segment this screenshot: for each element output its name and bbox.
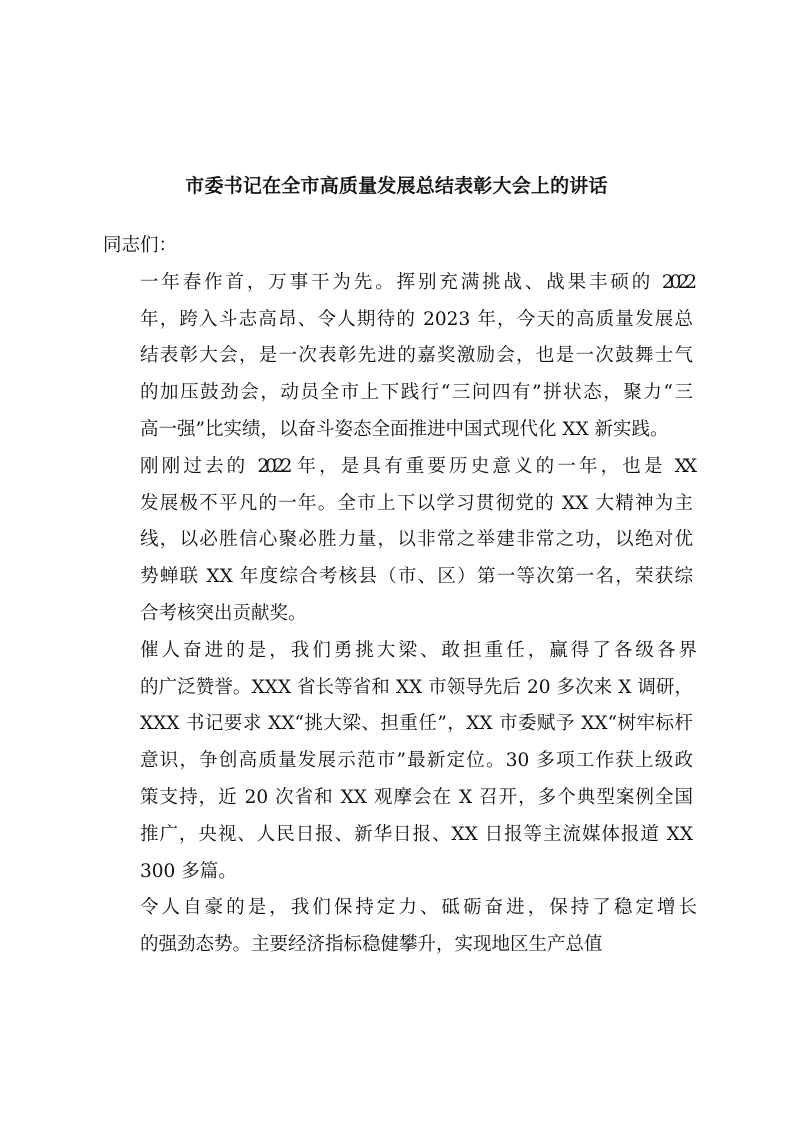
paragraph [103, 633, 693, 891]
text-line: 年，跨入斗志高昂、令人期待的 2023 年，今天的高质量发展总 [140, 308, 693, 330]
paragraph [103, 265, 693, 449]
text-line: 发展极不平凡的一年。全市上下以学习贯彻党的 XX 大精神为主 [140, 492, 693, 514]
text-line: 一年春作首，万事干为先。挥别充满挑战、战果丰硕的 2022 [140, 271, 693, 293]
text-line: 结表彰大会，是一次表彰先进的嘉奖激励会，也是一次鼓舞士气 [140, 345, 693, 367]
text-line: 的广泛赞誉。XXX 省长等省和 XX 市领导先后 20 多次来 X 调研， [140, 676, 693, 698]
text-line: 的加压鼓劲会，动员全市上下践行“三问四有”拼状态，聚力“三 [140, 382, 693, 404]
text-line: 刚刚过去的 2022 年，是具有重要历史意义的一年，也是 XX [140, 455, 693, 477]
paragraph [103, 890, 693, 964]
text-line: 300 多篇。 [140, 860, 237, 882]
text-line: 催人奋进的是，我们勇挑大梁、敢担重任，赢得了各级各界 [140, 639, 693, 661]
text-line: 意识，争创高质量发展示范市”最新定位。30 多项工作获上级政 [140, 750, 693, 772]
text-line: 的强劲态势。主要经济指标稳健攀升，实现地区生产总值 [140, 934, 603, 956]
text-line: XXX 书记要求 XX“挑大梁、担重任”，XX 市委赋予 XX“树牢标杆 [140, 713, 693, 735]
text-line: 推广，央视、人民日报、新华日报、XX 日报等主流媒体报道 XX [140, 823, 693, 845]
text-line: 线，以必胜信心聚必胜力量，以非常之举建非常之功，以绝对优 [140, 529, 693, 551]
document-title: 市委书记在全市高质量发展总结表彰大会上的讲话 [185, 175, 608, 197]
text-line: 合考核突出贡献奖。 [140, 602, 307, 624]
document-body [103, 228, 693, 964]
text-line: 策支持，近 20 次省和 XX 观摩会在 X 召开，多个典型案例全国 [140, 786, 693, 808]
text-line: 高一强”比实绩，以奋斗姿态全面推进中国式现代化 XX 新实践。 [140, 418, 669, 440]
text-line: 势蝉联 XX 年度综合考核县（市、区）第一等次第一名，荣获综 [140, 566, 693, 588]
salutation: 同志们： [103, 235, 178, 256]
text-line: 令人自豪的是，我们保持定力、砥砺奋进，保持了稳定增长 [140, 897, 693, 919]
paragraph [103, 449, 693, 633]
